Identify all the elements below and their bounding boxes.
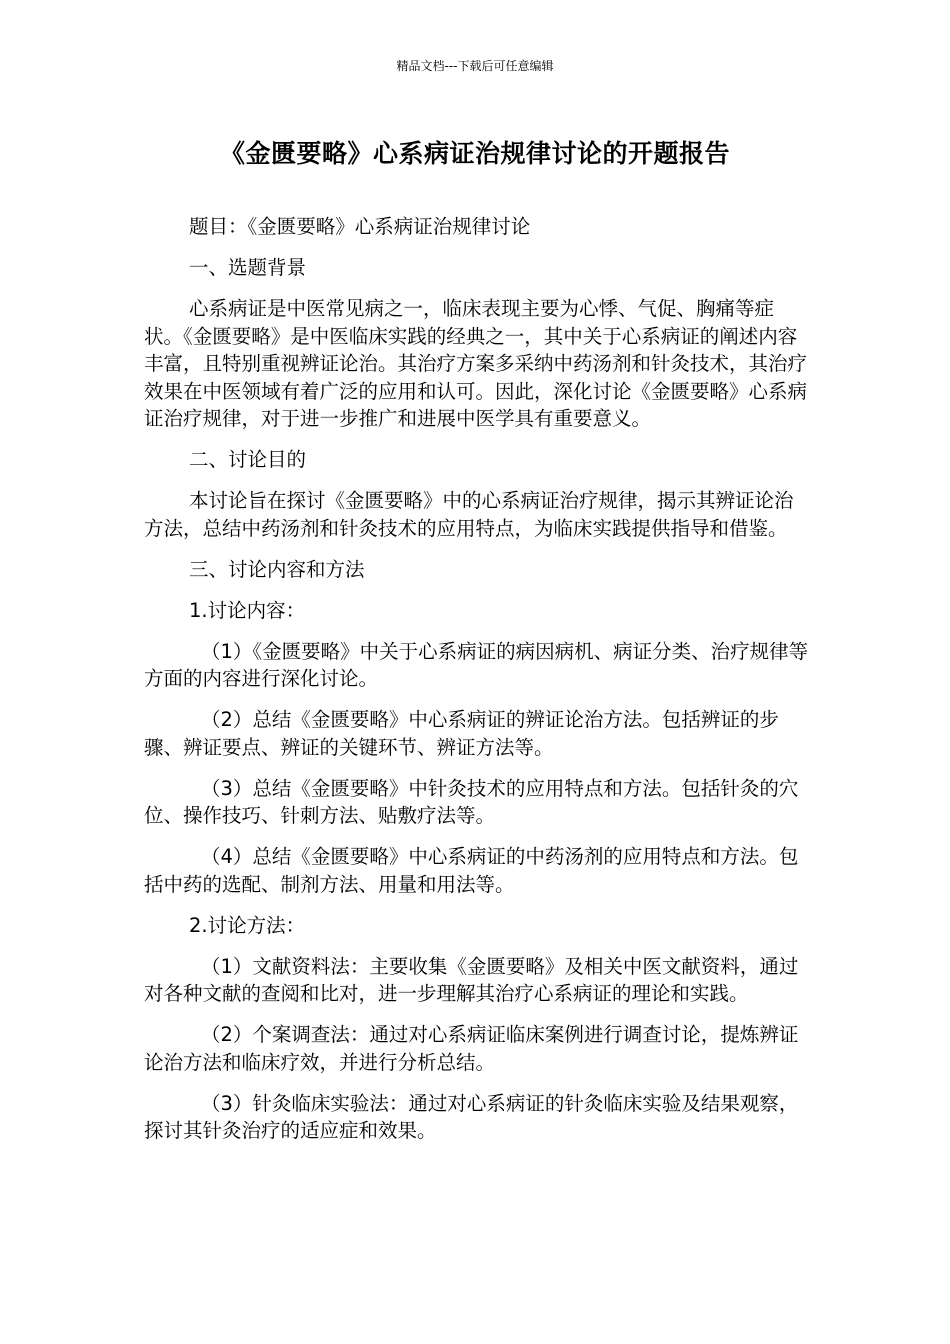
content-item-1: （1）《金匮要略》中关于心系病证的病因病机、病证分类、治疗规律等方面的内容进行深化讨论。 [144, 639, 809, 690]
header-note: 精品文档---下载后可任意编辑 [396, 59, 554, 73]
document-title: 《金匮要略》心系病证治规律讨论的开题报告 [219, 139, 730, 168]
purpose-paragraph: 本讨论旨在探讨《金匮要略》中的心系病证治疗规律，揭示其辨证论治方法，总结中药汤剂和针灸技术的应用特点，为临床实践提供指导和借鉴。 [144, 489, 794, 540]
content-item-4: （4）总结《金匮要略》中心系病证的中药汤剂的应用特点和方法。包括中药的选配、制剂方法、用量和用法等。 [144, 845, 799, 896]
method-item-1: （1）文献资料法：主要收集《金匮要略》及相关中医文献资料，通过对各种文献的查阅和比对，进一步理解其治疗心系病证的理论和实践。 [144, 954, 799, 1005]
document-body [144, 213, 812, 1158]
method-item-3: （3）针灸临床实验法：通过对心系病证的针灸临床实验及结果观察，探讨其针灸治疗的适应症和效果。 [144, 1091, 799, 1142]
section-heading-content-method: 三、讨论内容和方法 [189, 557, 365, 581]
method-subheading: 2.讨论方法： [189, 913, 306, 937]
background-paragraph: 心系病证是中医常见病之一，临床表现主要为心悸、气促、胸痛等症状。《金匮要略》是中医临床实践的经典之一，其中关于心系病证的阐述内容丰富，且特别重视辨证论治。其治疗方案多采纳中药汤剂和针灸技术，其治疗效果在中医领域有着广泛的应用和认可。因此，深化讨论《金匮要略》心系病证治疗规律，对于进一步推广和进展中医学具有重要意义。 [144, 297, 808, 430]
method-item-2: （2）个案调查法：通过对心系病证临床案例进行调查讨论，提炼辨证论治方法和临床疗效，并进行分析总结。 [144, 1023, 799, 1074]
content-item-2: （2）总结《金匮要略》中心系病证的辨证论治方法。包括辨证的步骤、辨证要点、辨证的关键环节、辨证方法等。 [144, 708, 779, 759]
section-heading-background: 一、选题背景 [189, 256, 307, 279]
section-heading-purpose: 二、讨论目的 [189, 448, 307, 471]
subject-line: 题目：《金匮要略》心系病证治规律讨论 [189, 215, 531, 238]
content-item-3: （3）总结《金匮要略》中针灸技术的应用特点和方法。包括针灸的穴位、操作技巧、针刺方法、贴敷疗法等。 [144, 776, 799, 827]
content-subheading: 1.讨论内容： [189, 598, 306, 622]
